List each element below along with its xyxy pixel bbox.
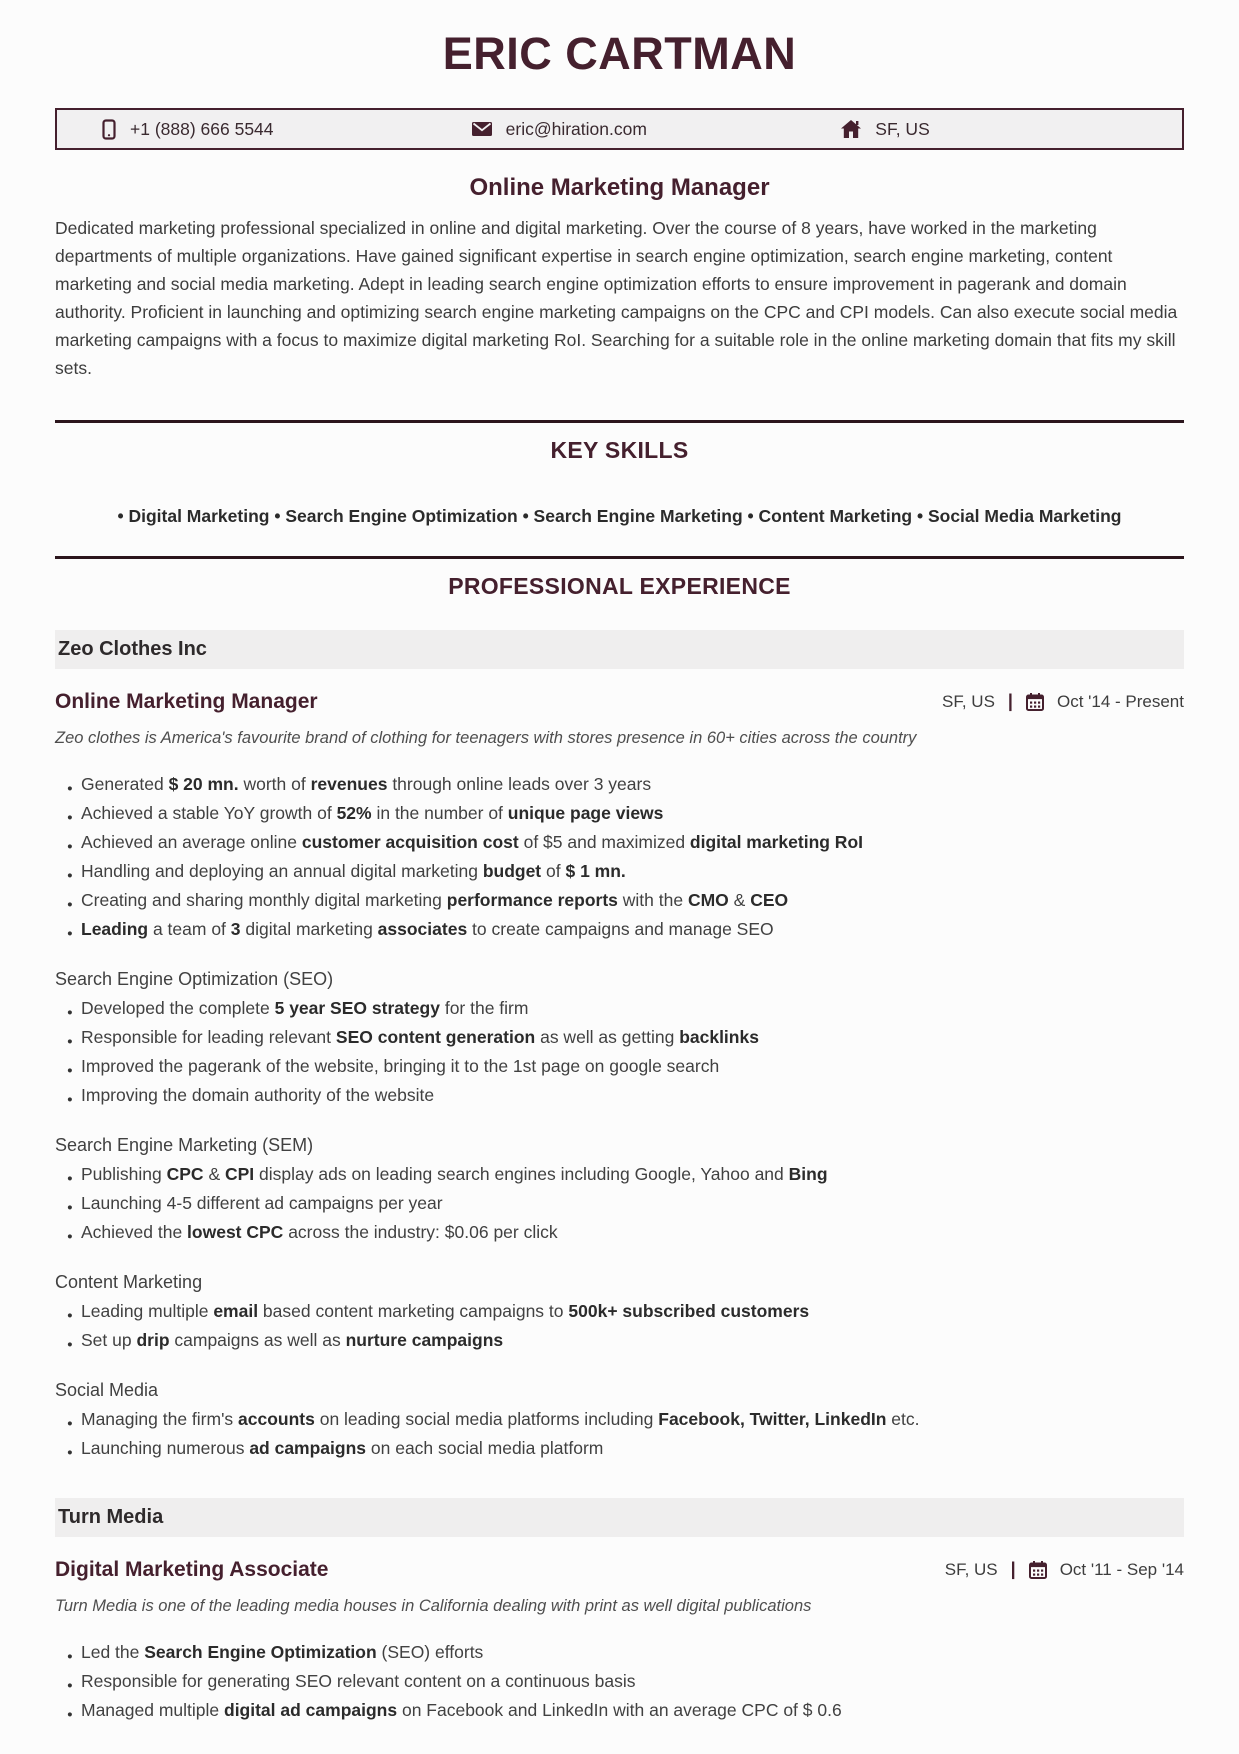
- home-icon: [841, 120, 861, 138]
- role-dates: Oct '14 - Present: [1056, 691, 1184, 711]
- role-row: [55, 689, 1184, 714]
- bullet-icon: ●: [67, 870, 73, 881]
- bullet-icon: ●: [67, 1036, 73, 1047]
- bullet-text-bold: ad campaigns: [249, 1438, 367, 1458]
- bullet-text-bold: backlinks: [679, 1027, 759, 1047]
- bullet-item: [55, 1164, 1184, 1184]
- summary-text: Dedicated marketing professional specialized in online and digital marketing. Over the course of 8 years, have worked in the marketing departments of multiple organizations. Have gained significant expertise in search engine optimization, search engine marketing, content marketing and social media marketing. Adept in leading search engine optimization efforts to ensure improvement in pagerank and domain authority. Proficient in launching and optimizing search engine marketing campaigns on the CPC and CPI models. Can also execute social media marketing campaigns with a focus to maximize digital marketing RoI. Searching for a suitable role in the online marketing domain that fits my skill sets.: [55, 218, 1178, 378]
- group-heading: Search Engine Marketing (SEM): [55, 1135, 314, 1155]
- bullet-text-bold: email: [213, 1301, 259, 1321]
- bullet-text: digital marketing: [240, 919, 378, 939]
- bullet-icon: ●: [67, 1709, 73, 1720]
- bullet-item: [55, 1642, 1184, 1662]
- bullet-text: Improving the domain authority of the website: [81, 1085, 435, 1105]
- bullet-text-bold: 52%: [336, 803, 372, 823]
- bullet-list: [55, 1642, 1184, 1730]
- bullet-icon: ●: [67, 783, 73, 794]
- bullet-text-bold: accounts: [238, 1409, 315, 1429]
- bullet-text: worth of: [238, 774, 311, 794]
- bullet-list: [55, 1301, 1184, 1360]
- bullet-text-bold: revenues: [310, 774, 388, 794]
- bullet-text: on Facebook and LinkedIn with an average CPC of $ 0.6: [397, 1700, 842, 1720]
- bullet-text: in the number of: [371, 803, 508, 823]
- bullet-text: Handling and deploying an annual digital marketing: [81, 861, 483, 881]
- bullet-text: display ads on leading search engines including Google, Yahoo and: [254, 1164, 789, 1184]
- experience-jobs: [55, 630, 1184, 1730]
- bullet-list: [55, 1164, 1184, 1252]
- bullet-text-bold: CPC: [166, 1164, 204, 1184]
- bullet-text: Achieved a stable YoY growth of: [81, 803, 337, 823]
- bullet-icon: ●: [67, 1418, 73, 1429]
- bullet-text: based content marketing campaigns to: [258, 1301, 569, 1321]
- contact-phone: [102, 119, 472, 140]
- bullet-icon: ●: [67, 1651, 73, 1662]
- bullet-icon: ●: [67, 928, 73, 939]
- bullet-item: [55, 1085, 1184, 1105]
- bullet-text-bold: lowest CPC: [187, 1222, 284, 1242]
- bullet-text: Managing the firm's: [81, 1409, 239, 1429]
- bullet-text: of $5 and maximized: [518, 832, 690, 852]
- bullet-list: [55, 1409, 1184, 1468]
- contact-phone-value: +1 (888) 666 5544: [130, 118, 274, 139]
- bullet-text: of: [541, 861, 566, 881]
- bullet-text: Improved the pagerank of the website, bringing it to the 1st page on google search: [81, 1056, 720, 1076]
- bullet-item: [55, 919, 1184, 939]
- bullet-item: [55, 1671, 1184, 1691]
- bullet-icon: ●: [67, 812, 73, 823]
- bullet-icon: ●: [67, 1065, 73, 1076]
- bullet-list: [55, 998, 1184, 1115]
- bullet-text: &: [728, 890, 751, 910]
- bullet-item: [55, 832, 1184, 852]
- bullet-text-bold: CEO: [750, 890, 789, 910]
- bullet-text: Generated: [81, 774, 169, 794]
- role-row: [55, 1557, 1184, 1582]
- bullet-text-bold: $ 1 mn.: [565, 861, 626, 881]
- meta-separator: |: [1010, 1559, 1016, 1579]
- bullet-text: Managed multiple: [81, 1700, 224, 1720]
- bullet-icon: ●: [67, 1202, 73, 1213]
- role-title: Online Marketing Manager: [55, 690, 318, 713]
- candidate-name: ERIC CARTMAN: [442, 28, 797, 79]
- bullet-item: [55, 774, 1184, 794]
- bullet-text: Leading multiple: [81, 1301, 214, 1321]
- contact-location-value: SF, US: [875, 118, 930, 139]
- section-heading-key-skills: KEY SKILLS: [550, 437, 689, 463]
- role-location: SF, US: [944, 1559, 998, 1579]
- bullet-item: [55, 861, 1184, 881]
- bullet-item: [55, 998, 1184, 1018]
- bullet-text: on leading social media platforms including: [314, 1409, 659, 1429]
- calendar-icon: [1029, 1561, 1047, 1579]
- bullet-text-bold: budget: [482, 861, 542, 881]
- bullet-item: [55, 1330, 1184, 1350]
- skills-list: • Digital Marketing • Search Engine Optimization • Search Engine Marketing • Content Marketing • Social Media Marketing: [117, 506, 1122, 526]
- bullet-icon: ●: [67, 1173, 73, 1184]
- bullet-text-bold: Facebook, Twitter, LinkedIn: [658, 1409, 887, 1429]
- bullet-text-bold: unique page views: [507, 803, 664, 823]
- bullet-text-bold: digital marketing RoI: [689, 832, 863, 852]
- bullet-text-bold: CMO: [687, 890, 729, 910]
- contact-location: [841, 119, 1137, 140]
- bullet-item: [55, 1056, 1184, 1076]
- mobile-phone-icon: [102, 119, 116, 140]
- bullet-icon: ●: [67, 1680, 73, 1691]
- resume-title: Online Marketing Manager: [469, 174, 770, 201]
- contact-email-value: eric@hiration.com: [505, 118, 647, 139]
- company-header: Turn Media: [55, 1498, 1184, 1537]
- role-title: Digital Marketing Associate: [55, 1558, 329, 1581]
- meta-separator: |: [1007, 691, 1013, 711]
- bullet-text: Launching numerous: [81, 1438, 250, 1458]
- bullet-text-bold: 5 year SEO strategy: [274, 998, 440, 1018]
- bullet-item: [55, 1438, 1184, 1458]
- section-divider: [55, 420, 1184, 423]
- bullet-text-bold: 3: [230, 919, 241, 939]
- bullet-item: [55, 1222, 1184, 1242]
- role-meta: [945, 1559, 1184, 1580]
- section-heading-experience: PROFESSIONAL EXPERIENCE: [448, 573, 791, 599]
- group-heading: Search Engine Optimization (SEO): [55, 969, 334, 989]
- bullet-text: for the firm: [439, 998, 529, 1018]
- bullet-icon: ●: [67, 1007, 73, 1018]
- bullet-text: Launching 4-5 different ad campaigns per year: [81, 1193, 443, 1213]
- bullet-text: with the: [617, 890, 688, 910]
- bullet-text: Publishing: [81, 1164, 167, 1184]
- role-meta: [942, 691, 1184, 712]
- bullet-text-bold: customer acquisition cost: [301, 832, 519, 852]
- bullet-item: [55, 1301, 1184, 1321]
- bullet-text: a team of: [148, 919, 231, 939]
- bullet-icon: ●: [67, 1447, 73, 1458]
- bullet-item: [55, 1027, 1184, 1047]
- bullet-icon: ●: [67, 1094, 73, 1105]
- bullet-item: [55, 1700, 1184, 1720]
- bullet-text-bold: performance reports: [446, 890, 618, 910]
- bullet-text: as well as getting: [535, 1027, 680, 1047]
- bullet-text: Achieved the: [81, 1222, 188, 1242]
- section-divider: [55, 556, 1184, 559]
- bullet-text: (SEO) efforts: [376, 1642, 484, 1662]
- group-heading: Content Marketing: [55, 1272, 203, 1292]
- bullet-text: to create campaigns and manage SEO: [467, 919, 774, 939]
- bullet-text: Set up: [81, 1330, 137, 1350]
- bullet-text: Led the: [81, 1642, 145, 1662]
- bullet-text-bold: drip: [136, 1330, 170, 1350]
- contact-email: [472, 119, 842, 140]
- bullet-text: campaigns as well as: [169, 1330, 346, 1350]
- bullet-text-bold: 500k+ subscribed customers: [568, 1301, 810, 1321]
- bullet-text: &: [203, 1164, 225, 1184]
- bullet-item: [55, 1193, 1184, 1213]
- bullet-icon: ●: [67, 899, 73, 910]
- bullet-text-bold: $ 20 mn.: [168, 774, 239, 794]
- company-blurb: Turn Media is one of the leading media houses in California dealing with print as well digital publications: [55, 1597, 812, 1615]
- bullet-text: across the industry: $0.06 per click: [283, 1222, 558, 1242]
- bullet-text: Responsible for leading relevant: [81, 1027, 336, 1047]
- bullet-text: etc.: [886, 1409, 920, 1429]
- bullet-text-bold: associates: [377, 919, 468, 939]
- group-heading: Social Media: [55, 1380, 159, 1400]
- bullet-icon: ●: [67, 1339, 73, 1350]
- calendar-icon: [1026, 693, 1044, 711]
- bullet-text: Achieved an average online: [81, 832, 302, 852]
- bullet-text-bold: CPI: [224, 1164, 255, 1184]
- bullet-item: [55, 1409, 1184, 1429]
- bullet-text: Developed the complete: [81, 998, 275, 1018]
- bullet-text-bold: digital ad campaigns: [224, 1700, 398, 1720]
- bullet-text: through online leads over 3 years: [387, 774, 652, 794]
- bullet-text: on each social media platform: [366, 1438, 604, 1458]
- bullet-text-bold: Leading: [81, 919, 149, 939]
- bullet-list: [55, 774, 1184, 949]
- bullet-text: Creating and sharing monthly digital marketing: [81, 890, 447, 910]
- bullet-text: Responsible for generating SEO relevant content on a continuous basis: [81, 1671, 636, 1691]
- company-blurb: Zeo clothes is America's favourite brand of clothing for teenagers with stores presence in 60+ cities across the country: [55, 729, 917, 747]
- bullet-text-bold: Bing: [788, 1164, 828, 1184]
- bullet-item: [55, 803, 1184, 823]
- bullet-text-bold: Search Engine Optimization: [144, 1642, 377, 1662]
- bullet-icon: ●: [67, 841, 73, 852]
- contact-bar: [55, 108, 1184, 150]
- bullet-item: [55, 890, 1184, 910]
- role-dates: Oct '11 - Sep '14: [1059, 1559, 1184, 1579]
- bullet-icon: ●: [67, 1231, 73, 1242]
- bullet-text-bold: SEO content generation: [335, 1027, 536, 1047]
- role-location: SF, US: [942, 691, 995, 711]
- bullet-text-bold: nurture campaigns: [345, 1330, 504, 1350]
- bullet-icon: ●: [67, 1310, 73, 1321]
- company-header: Zeo Clothes Inc: [55, 630, 1184, 669]
- envelope-icon: [472, 122, 492, 136]
